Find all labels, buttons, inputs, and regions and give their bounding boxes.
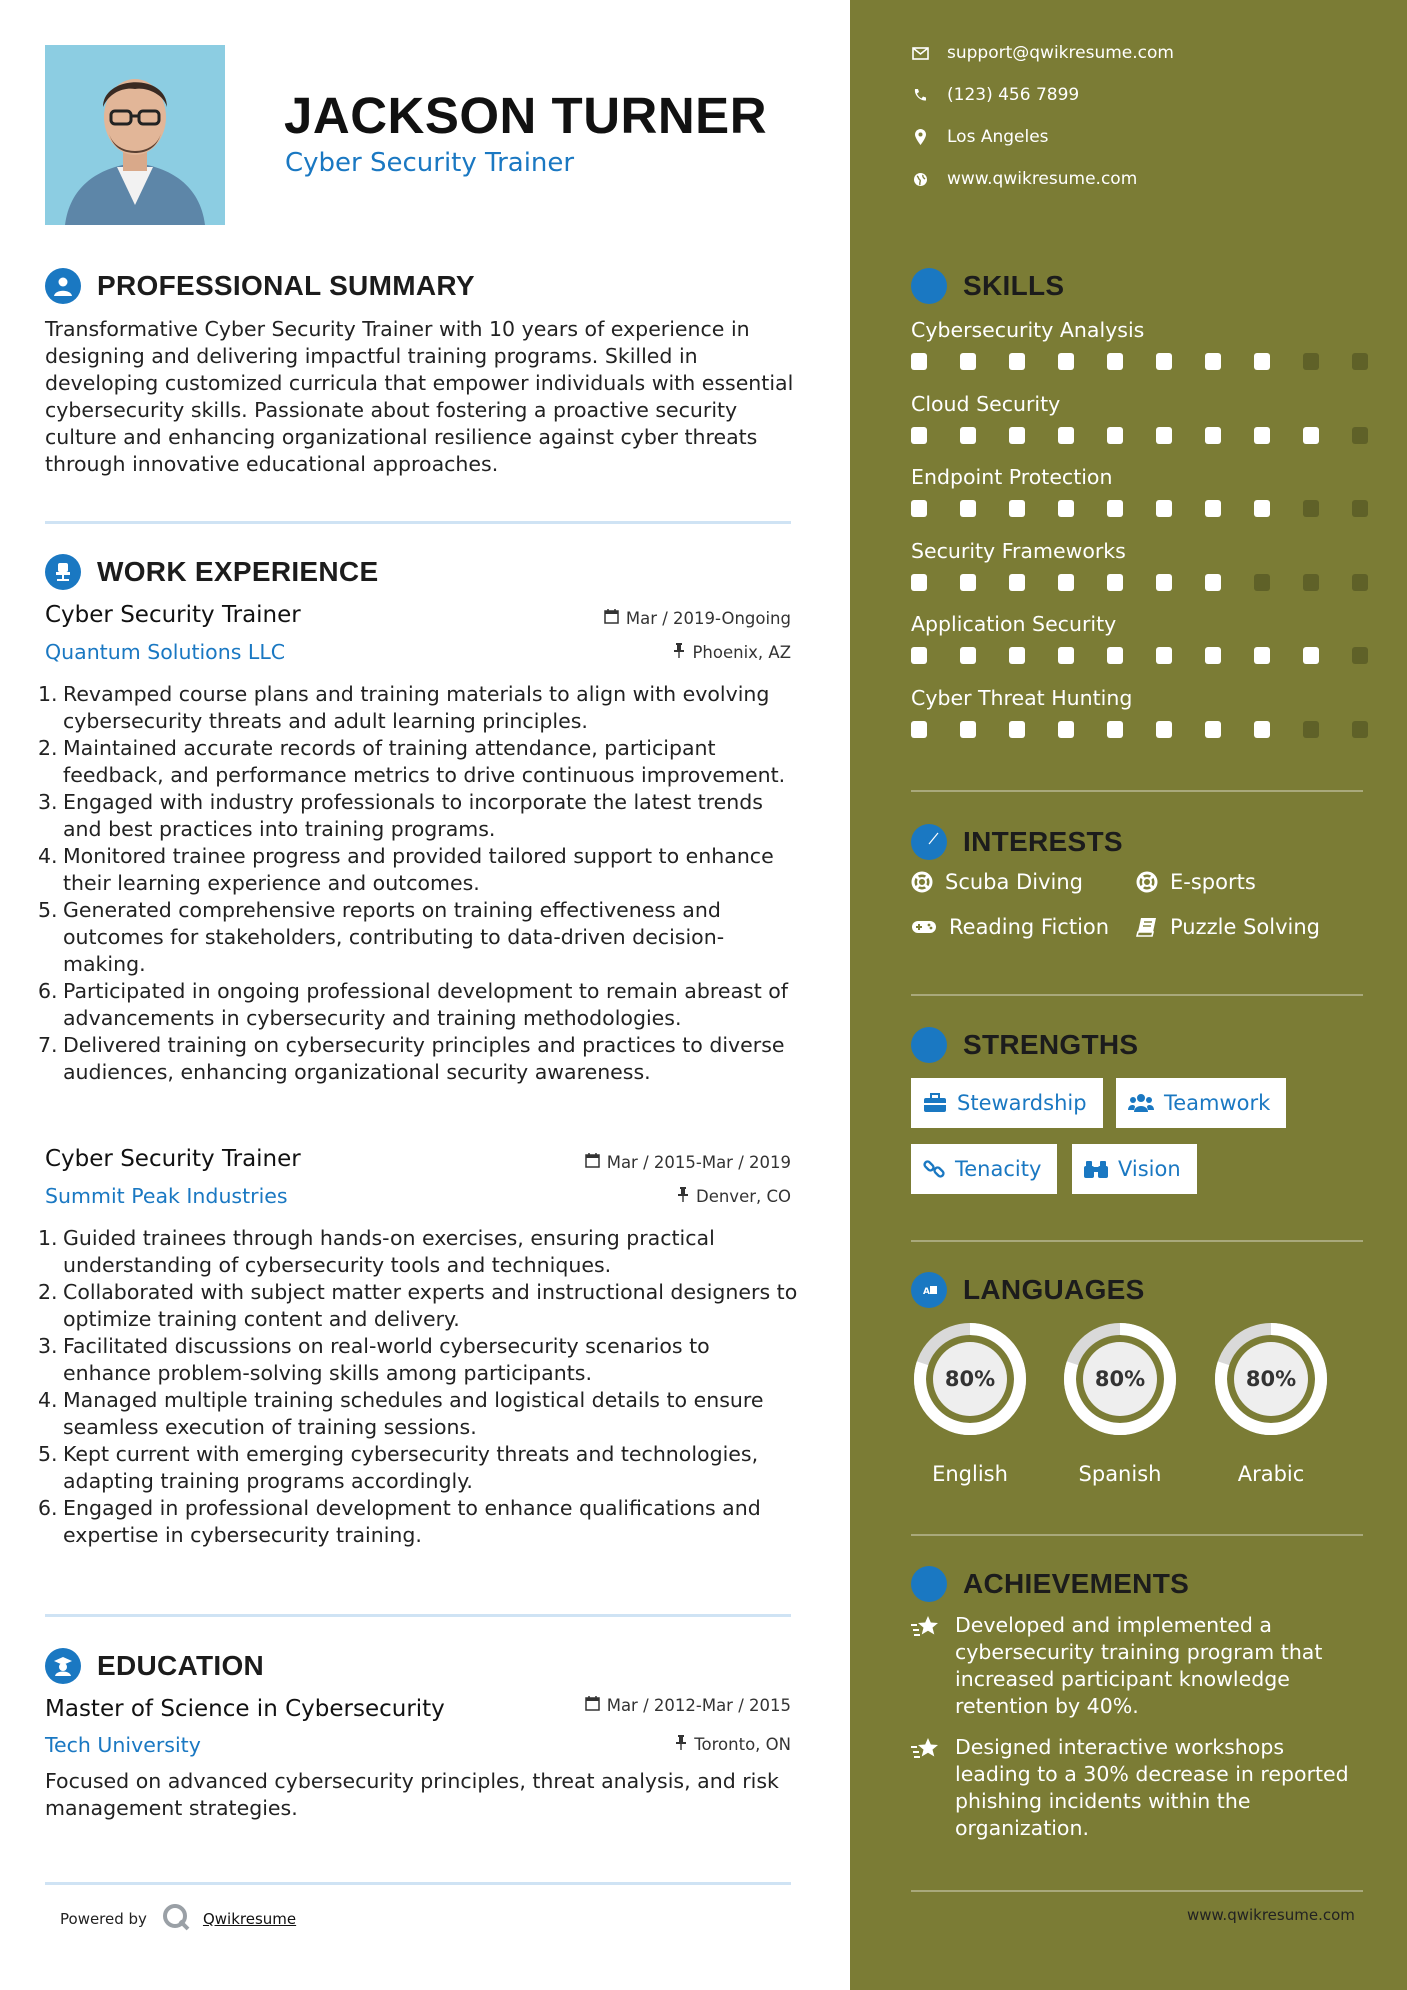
book-icon <box>1136 917 1158 937</box>
job-company: Summit Peak Industries <box>45 1184 288 1208</box>
interest-item: E-sports <box>1136 870 1256 894</box>
skill-dot <box>1352 647 1368 664</box>
skill-dot <box>1107 721 1123 738</box>
skill-dot <box>1009 427 1025 444</box>
list-item: Guided trainees through hands-on exercises, ensuring practical understanding of cybersecurity tools and techniques. <box>63 1226 715 1277</box>
language-percent: 80% <box>944 1367 996 1391</box>
list-item: Maintained accurate records of training attendance, participant feedback, and performance metrics to drive continuous improvement. <box>63 736 786 787</box>
calendar-icon <box>604 609 619 628</box>
skill-dot <box>1058 353 1074 370</box>
skill-dot <box>1009 721 1025 738</box>
skill-dot <box>1303 353 1319 370</box>
job-company: Quantum Solutions LLC <box>45 640 286 664</box>
language-gauge <box>1210 1318 1332 1440</box>
list-item: Generated comprehensive reports on training effectiveness and outcomes for stakeholders, contributing to data-driven decision-making. <box>63 898 725 976</box>
strengths-heading <box>911 1027 1138 1063</box>
contact-website[interactable]: www.qwikresume.com <box>910 169 1137 189</box>
skill-dot <box>1205 721 1221 738</box>
skill-dot <box>1303 647 1319 664</box>
strength-badge: Tenacity <box>911 1144 1057 1194</box>
skill-dot <box>1107 427 1123 444</box>
skill-dot <box>960 427 976 444</box>
section-divider <box>911 1240 1363 1242</box>
job-date: Mar / 2019-Ongoing <box>604 609 791 628</box>
calendar-icon <box>585 1153 600 1172</box>
skill-dot <box>1352 427 1368 444</box>
skill-dot <box>1254 574 1270 591</box>
briefcase-icon <box>923 1093 947 1113</box>
education-location: Toronto, ON <box>675 1735 791 1754</box>
skill-rating <box>911 647 1401 664</box>
qwikresume-link[interactable]: Qwikresume <box>202 1910 297 1928</box>
achievement-item: Developed and implemented a cybersecurity training program that increased participant knowledge retention by 40%. <box>911 1612 1363 1720</box>
users-icon <box>1128 1093 1154 1113</box>
skill-dot <box>1009 500 1025 517</box>
skill-dot <box>1254 427 1270 444</box>
skill-name: Application Security <box>911 612 1117 636</box>
achievement-item: Designed interactive workshops leading to a 30% decrease in reported phishing incidents within the organization. <box>911 1734 1363 1842</box>
candidate-name: JACKSON TURNER <box>284 87 768 144</box>
languages-heading <box>911 1272 1145 1308</box>
school-name: Tech University <box>45 1733 201 1757</box>
skill-rating <box>911 427 1401 444</box>
list-item: Engaged in professional development to enhance qualifications and expertise in cybersecurity training. <box>63 1496 761 1547</box>
skill-dot <box>1156 427 1172 444</box>
skill-dot <box>1205 574 1221 591</box>
summary-title: PROFESSIONAL SUMMARY <box>97 270 475 301</box>
skill-dot <box>1254 721 1270 738</box>
skill-dot <box>960 574 976 591</box>
fist-icon <box>911 1027 947 1063</box>
skill-name: Security Frameworks <box>911 538 1126 563</box>
section-divider <box>911 1890 1363 1892</box>
skill-name: Cyber Threat Hunting <box>911 685 1133 710</box>
list-item: Collaborated with subject matter experts and instructional designers to optimize training content and delivery. <box>63 1280 798 1331</box>
translate-icon <box>911 1272 947 1308</box>
achievements-heading <box>911 1566 1189 1602</box>
skill-dot <box>911 500 927 517</box>
lifebuoy-icon <box>1136 871 1158 893</box>
skill-dot <box>1107 574 1123 591</box>
contact-location: Los Angeles <box>910 127 1049 147</box>
skill-dot <box>960 500 976 517</box>
education-text: Focused on advanced cybersecurity principles, threat analysis, and risk management strategies. <box>45 1769 779 1820</box>
profile-photo <box>45 45 225 225</box>
contact-phone[interactable]: (123) 456 7899 <box>910 85 1079 105</box>
skill-rating <box>911 500 1401 517</box>
svg-text:A: A <box>923 1287 930 1297</box>
calendar-icon <box>585 1696 600 1715</box>
skill-dot <box>1303 721 1319 738</box>
language-gauge <box>909 1318 1031 1440</box>
map-pin-icon <box>910 129 930 145</box>
skill-dot <box>1058 721 1074 738</box>
skill-dot <box>1352 721 1368 738</box>
skill-dot <box>1254 500 1270 517</box>
powered-by: Powered by Qwikresume <box>60 1902 296 1936</box>
work-title: WORK EXPERIENCE <box>97 556 379 587</box>
education-heading <box>45 1648 264 1684</box>
lightbulb-icon <box>911 268 947 304</box>
strength-badge: Vision <box>1072 1144 1197 1194</box>
skill-dot <box>911 427 927 444</box>
strength-badge: Teamwork <box>1116 1078 1286 1128</box>
strength-badge: Stewardship <box>911 1078 1103 1128</box>
envelope-icon <box>910 47 930 60</box>
degree-title: Master of Science in Cybersecurity <box>45 1696 445 1722</box>
summary-heading <box>45 268 475 304</box>
graduate-icon <box>45 1648 81 1684</box>
language-percent: 80% <box>1245 1367 1297 1391</box>
list-item: Participated in ongoing professional development to remain abreast of advancements in cybersecurity and training methodologies. <box>63 979 789 1030</box>
pushpin-icon <box>675 1735 687 1754</box>
pushpin-icon <box>673 643 685 662</box>
section-divider <box>911 1534 1363 1536</box>
languages-title: LANGUAGES <box>963 1274 1145 1305</box>
list-item: Kept current with emerging cybersecurity threats and technologies, adapting training programs accordingly. <box>63 1442 759 1493</box>
skill-dot <box>1303 427 1319 444</box>
skill-dot <box>1205 500 1221 517</box>
language-name: Arabic <box>1237 1462 1305 1486</box>
job-title: Cyber Security Trainer <box>45 602 301 628</box>
section-divider <box>45 1614 791 1617</box>
skill-dot <box>1058 500 1074 517</box>
job-bullets <box>38 1225 800 1549</box>
skill-dot <box>1352 353 1368 370</box>
contact-email[interactable]: support@qwikresume.com <box>910 43 1174 63</box>
language-name: English <box>932 1462 1008 1486</box>
job-title: Cyber Security Trainer <box>45 1146 301 1172</box>
job-bullets <box>38 681 800 1086</box>
interests-heading <box>911 824 1123 860</box>
interest-item: Reading Fiction <box>911 915 1109 939</box>
qwikresume-logo-icon <box>161 1902 191 1936</box>
skill-dot <box>1058 647 1074 664</box>
star-badge-icon <box>911 1566 947 1602</box>
achievements-title: ACHIEVEMENTS <box>963 1568 1190 1599</box>
list-item: Facilitated discussions on real-world cybersecurity scenarios to enhance problem-solving skills among participants. <box>63 1334 710 1385</box>
skill-dot <box>1058 574 1074 591</box>
skill-dot <box>911 353 927 370</box>
lifebuoy-icon <box>911 871 933 893</box>
skill-rating <box>911 721 1401 738</box>
pushpin-icon <box>677 1187 689 1206</box>
list-item: Revamped course plans and training materials to align with evolving cybersecurity threats and adult learning principles. <box>63 682 770 733</box>
language-item <box>1210 1318 1332 1486</box>
section-divider <box>911 790 1363 792</box>
star-icon <box>911 1734 955 1842</box>
skill-dot <box>960 353 976 370</box>
section-divider <box>45 521 791 524</box>
skill-dot <box>1303 574 1319 591</box>
gamepad-icon <box>911 918 937 936</box>
job-location: Phoenix, AZ <box>673 643 791 662</box>
phone-icon <box>910 88 930 102</box>
skill-dot <box>1156 353 1172 370</box>
language-gauge <box>1059 1318 1181 1440</box>
section-divider <box>45 1882 791 1885</box>
skill-dot <box>1107 647 1123 664</box>
list-item: Delivered training on cybersecurity principles and practices to diverse audiences, enhancing organizational security awareness. <box>63 1033 785 1084</box>
skill-dot <box>1254 353 1270 370</box>
skill-dot <box>1009 353 1025 370</box>
skill-dot <box>1107 500 1123 517</box>
job-location: Denver, CO <box>677 1187 791 1206</box>
work-heading <box>45 554 378 590</box>
list-item: Monitored trainee progress and provided tailored support to enhance their learning experience and outcomes. <box>63 844 774 895</box>
skill-dot <box>911 647 927 664</box>
link-icon <box>923 1158 945 1180</box>
skill-dot <box>1352 574 1368 591</box>
summary-text: Transformative Cyber Security Trainer with 10 years of experience in designing and delivering impactful training programs. Skilled in developing customized curricula that empower individuals with essential cybersecurity skills. Passionate about fostering a proactive security culture and enhancing organizational resilience against cyber threats through innovative educational approaches. <box>45 317 794 476</box>
skill-dot <box>1058 427 1074 444</box>
skill-name: Cloud Security <box>911 391 1061 416</box>
interests-title: INTERESTS <box>963 826 1123 857</box>
language-item <box>909 1318 1031 1486</box>
binoculars-icon <box>1084 1159 1108 1179</box>
paper-plane-icon <box>911 824 947 860</box>
skill-name: Endpoint Protection <box>911 465 1113 489</box>
skill-dot <box>1156 500 1172 517</box>
skill-dot <box>1156 574 1172 591</box>
user-icon <box>45 268 81 304</box>
skill-dot <box>1254 647 1270 664</box>
skill-name: Cybersecurity Analysis <box>911 318 1145 342</box>
skill-dot <box>1352 500 1368 517</box>
skill-rating <box>911 353 1401 370</box>
education-date: Mar / 2012-Mar / 2015 <box>585 1696 791 1715</box>
skill-dot <box>1009 574 1025 591</box>
skill-dot <box>1156 647 1172 664</box>
skill-dot <box>1009 647 1025 664</box>
skill-dot <box>1303 500 1319 517</box>
language-percent: 80% <box>1094 1367 1146 1391</box>
skill-dot <box>1156 721 1172 738</box>
skill-dot <box>960 721 976 738</box>
skill-dot <box>911 574 927 591</box>
star-icon <box>911 1612 955 1720</box>
section-divider <box>911 994 1363 996</box>
skill-dot <box>1205 353 1221 370</box>
job-date: Mar / 2015-Mar / 2019 <box>585 1153 791 1172</box>
footer-website[interactable]: www.qwikresume.com <box>1187 1906 1355 1924</box>
list-item: Managed multiple training schedules and logistical details to ensure seamless execution of training sessions. <box>63 1388 764 1439</box>
skill-dot <box>1205 427 1221 444</box>
language-name: Spanish <box>1078 1462 1162 1486</box>
office-chair-icon <box>45 554 81 590</box>
skill-dot <box>1205 647 1221 664</box>
globe-icon <box>910 172 930 187</box>
list-item: Engaged with industry professionals to incorporate the latest trends and best practices into training programs. <box>63 790 763 841</box>
skill-dot <box>1107 353 1123 370</box>
interest-item: Puzzle Solving <box>1136 915 1320 939</box>
skill-dot <box>911 721 927 738</box>
strengths-title: STRENGTHS <box>963 1029 1139 1060</box>
education-title: EDUCATION <box>97 1650 265 1681</box>
language-item <box>1059 1318 1181 1486</box>
interest-item: Scuba Diving <box>911 870 1083 894</box>
skill-rating <box>911 574 1401 591</box>
skills-title: SKILLS <box>963 270 1065 301</box>
skill-dot <box>960 647 976 664</box>
skills-heading <box>911 268 1064 304</box>
candidate-role: Cyber Security Trainer <box>285 148 575 178</box>
